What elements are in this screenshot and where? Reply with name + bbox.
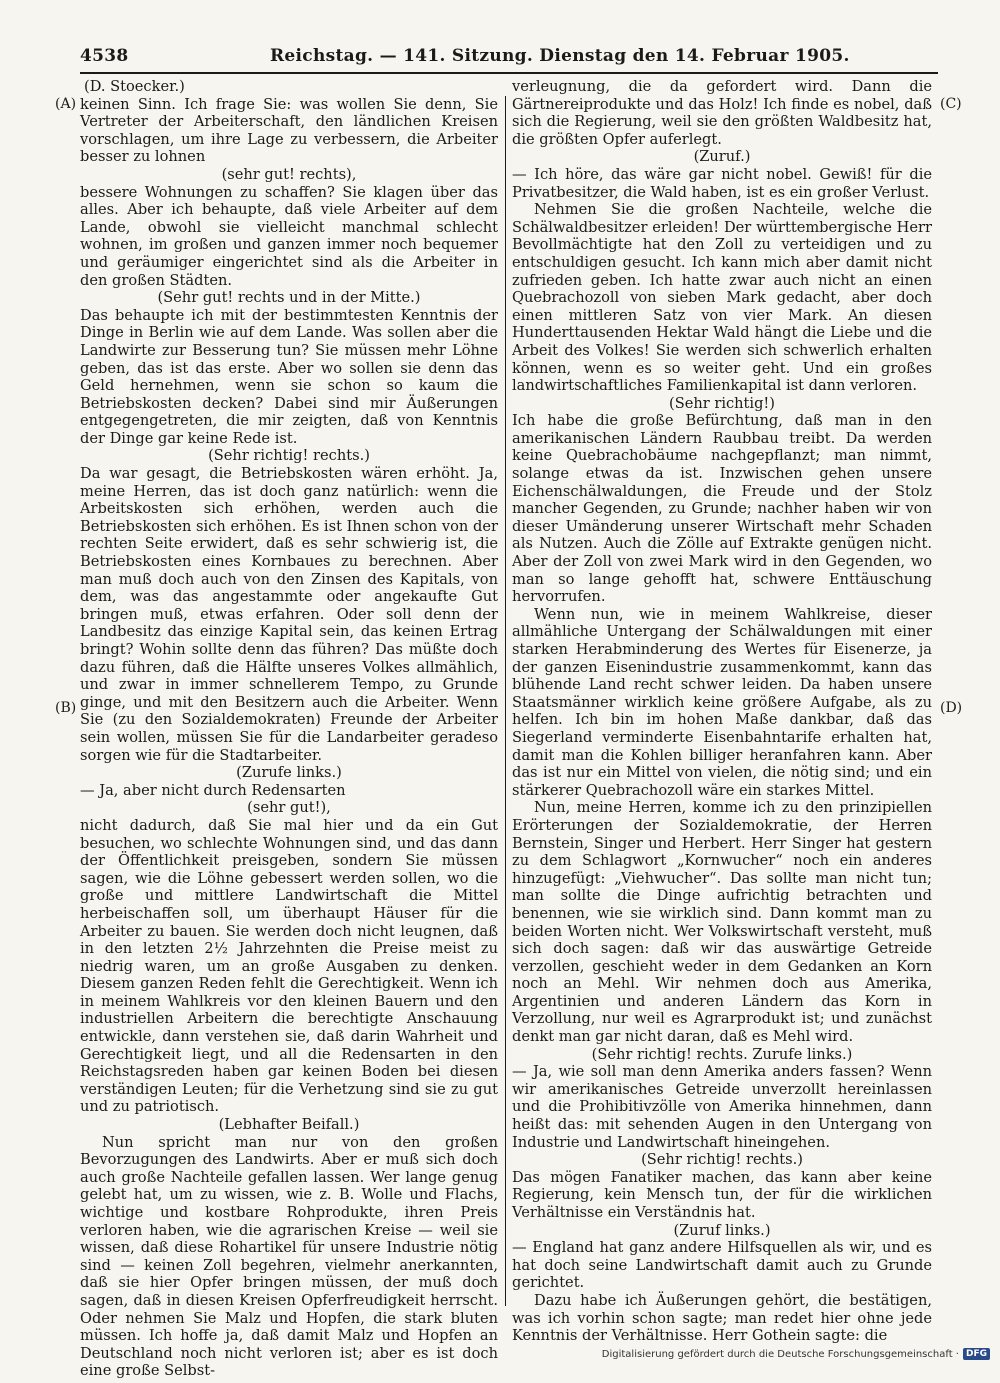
paragraph: verleugnung, die da gefordert wird. Dann die Gärtnereiprodukte und das Holz! Ich finde es nobel, daß sich die Regierung, weil sie den größten Waldbesitz hat, die größten Opfer auferlegt.: [512, 78, 932, 148]
page-header: [80, 46, 938, 70]
margin-marker-d: (D): [940, 700, 963, 716]
paragraph: Nun, meine Herren, komme ich zu den prinzipiellen Erörterungen der Sozialdemokratie, der Herren Bernstein, Singer und Herbert. Herr Singer hat gestern zu dem Schlagwort „Kornwucher“ noch ein anderes hinzugefügt: „Viehwucher“. Das sollte man nicht tun; man sollte die Dinge aufrichtig betrachten und benennen, wie sie wirklich sind. Dann kommt man zu beiden Worten nicht. Wer Volkswirtschaft versteht, muß sich doch sagen: daß wir das auswärtige Getreide verzollen, geschieht weder in dem Gedanken an Korn noch an Mehl. Wir nehmen doch aus Amerika, Argentinien und anderen Ländern das Korn in Verzollung, nur weil es Agrarprodukt ist; und zunächst denkt man gar nicht daran, daß es Mehl wird.: [512, 799, 932, 1046]
running-head: Reichstag. — 141. Sitzung. Dienstag den 14. Februar 1905.: [270, 46, 850, 66]
column-divider: [505, 96, 506, 1306]
interjection: (Sehr richtig!): [669, 394, 775, 412]
interjection: (Sehr richtig! rechts.): [208, 447, 370, 465]
paragraph: — Ich höre, das wäre gar nicht nobel. Gewiß! für die Privatbesitzer, die Wald haben, ist es ein großer Verlust.: [512, 165, 932, 201]
interjection: (Sehr richtig! rechts.): [641, 1151, 803, 1169]
interjection: (Zuruf.): [693, 148, 751, 166]
paragraph: Nehmen Sie die großen Nachteile, welche die Schälwaldbesitzer erleiden! Der württembergische Herr Bevollmächtigte hat den Zoll zu verteidigen und zu entschuldigen gesucht. Ich kann mich aber damit nicht zufrieden geben. Ich hatte zwar auch nicht an einen Quebrachozoll von sieben Mark gedacht, aber doch einen mittleren Satz von vier Mark. An diesen Hunderttausenden Hektar Wald hängt die Liebe und die Arbeit des Volkes! Sie werden sich schwerlich erhalten können, wenn es so weiter geht. Und ein großes landwirtschaftliches Familienkapital ist dann verloren.: [512, 201, 932, 395]
paragraph: Das behaupte ich mit der bestimmtesten Kenntnis der Dinge in Berlin wie auf dem Lande. Was sollen aber die Landwirte zur Besserung tun? Sie müssen mehr Löhne geben, das ist das erste. Aber wo sollen sie denn das Geld hernehmen, wenn sie schon so kaum die Betriebskosten decken? Dabei sind mir Äußerungen entgegengetreten, die mir zeigten, daß von Kenntnis der Dinge gar keine Rede ist.: [80, 306, 498, 447]
paragraph: Das mögen Fanatiker machen, das kann aber keine Regierung, kein Mensch tun, der für die wirklichen Verhältnisse ein Verständnis hat.: [512, 1168, 932, 1221]
header-rule: [80, 72, 938, 74]
interjection: (Sehr richtig! rechts. Zurufe links.): [591, 1045, 853, 1063]
paragraph: Wenn nun, wie in meinem Wahlkreise, dieser allmähliche Untergang der Schälwaldungen mit einer starken Herabminderung des Wertes für Eisenerze, ja der ganzen Eisenindustrie zusammenkommt, kann das blühende Land recht schwer leiden. Da haben unsere Staatsmänner wirklich keine größere Aufgabe, als zu helfen. Ich bin im hohen Maße dankbar, daß das Siegerland verminderte Eisenbahntarife erhalten hat, damit man die Kohlen billiger heranfahren kann. Aber das ist nur ein Mittel von vielen, die nötig sind; und ein stärkerer Quebrachozoll wäre ein starkes Mittel.: [512, 605, 932, 799]
paragraph: — Ja, wie soll man denn Amerika anders fassen? Wenn wir amerikanisches Getreide unverzollt hereinlassen und die Prohibitivzölle von Amerika hinnehmen, dann heißt das: mit sehenden Augen in den Untergang von Industrie und Landwirtschaft hineingehen.: [512, 1063, 932, 1151]
paragraph: keinen Sinn. Ich frage Sie: was wollen Sie denn, Sie Vertreter der Arbeiterschaft, den ländlichen Kreisen vorschlagen, um ihre Lage zu verbessern, die Arbeiter besser zu lohnen: [80, 95, 498, 166]
right-column: [512, 78, 932, 1345]
paragraph: Dazu habe ich Äußerungen gehört, die bestätigen, was ich vorhin schon sagte; man redet hier ohne jede Kenntnis der Verhältnisse. Herr Gothein sagte: die: [512, 1291, 932, 1345]
paragraph: — Ja, aber nicht durch Redensarten: [80, 781, 346, 799]
interjection: (Zurufe links.): [236, 764, 342, 782]
paragraph: nicht dadurch, daß Sie mal hier und da ein Gut besuchen, wo schlechte Wohnungen sind, und das dann der Öffentlichkeit preisgeben, sondern Sie müssen sagen, wie die Löhne gebessert werden sollen, wo die große und mittlere Landwirtschaft die Mittel herbeischaffen soll, um überhaupt Häuser für die Arbeiter zu bauen. Sie werden doch nicht leugnen, daß in den letzten 2½ Jahrzehnten die Preise meist zu niedrig waren, um an große Ausgaben zu denken. Diesem ganzen Reden fehlt die Gerechtigkeit. Wenn ich in meinem Wahlkreis vor den kleinen Bauern und den industriellen Arbeitern die berechtigte Anschauung entwickle, dann verstehen sie, daß darin Wahrheit und Gerechtigkeit liegt, und all die Redensarten in den Reichstagsreden haben gar keinen Boden bei diesen verständigen Leuten; für die Verhetzung sind sie zu gut und zu patriotisch.: [80, 816, 498, 1116]
margin-marker-c: (C): [940, 96, 962, 112]
interjection: (Sehr gut! rechts und in der Mitte.): [157, 289, 421, 307]
speaker-label: (D. Stoecker.): [84, 78, 185, 95]
digitization-footer: [602, 1348, 990, 1360]
paragraph: bessere Wohnungen zu schaffen? Sie klagen über das alles. Aber ich behaupte, daß viele Arbeiter auf dem Lande, obwohl sie vielleicht manchmal schlecht wohnen, im großen und ganzen immer noch bequemer und geräumiger eingerichtet sind als die Arbeiter in den großen Städten.: [80, 183, 498, 289]
interjection: (sehr gut! rechts),: [221, 165, 357, 183]
paragraph: Da war gesagt, die Betriebskosten wären erhöht. Ja, meine Herren, das ist doch ganz natürlich: wenn die Arbeitskosten sich erhöhen, werden auch die Betriebskosten sich erhöhen. Es ist Ihnen schon von der rechten Seite erwidert, daß es sehr schwierig ist, die Betriebskosten eines Kornbaues zu berechnen. Aber man muß doch auch von den Zinsen des Kapitals, von dem, was das angestammte oder angekaufte Gut bringen muß, etwas erfahren. Oder soll denn der Landbesitz das einzige Kapital sein, das keinen Ertrag bringt? Wohin sollte denn das führen? Das müßte doch dazu führen, daß die Hälfte unseres Volkes allmählich, und zwar in immer schnellerem Tempo, zu Grunde ginge, und mit den Besitzern auch die Arbeiter. Wenn Sie (zu den Sozialdemokraten) Freunde der Arbeiter sein wollen, müssen Sie für die Landarbeiter geradeso sorgen wie für die Stadtarbeiter.: [80, 465, 498, 764]
footer-text: Digitalisierung gefördert durch die Deutsche Forschungsgemeinschaft ·: [601, 1348, 959, 1360]
dfg-logo: DFG: [963, 1348, 990, 1360]
interjection: (Lebhafter Beifall.): [218, 1116, 360, 1134]
paragraph: Ich habe die große Befürchtung, daß man in den amerikanischen Ländern Raubbau treibt. Da werden keine Quebrachobäume nachgepflanzt; man nimmt, solange etwas da ist. Inzwischen gehen unsere Eichenschälwaldungen, die Freude und der Stolz mancher Gegenden, zu Grunde; nachher haben wir von dieser Umänderung unserer Wirtschaft mehr Schaden als Nutzen. Auch die Zölle auf Extrakte genügen nicht. Aber der Zoll von zwei Mark wird in den Gegenden, wo man so lange gehofft hat, schwere Enttäuschung hervorrufen.: [512, 412, 932, 606]
interjection: (sehr gut!),: [247, 799, 331, 817]
interjection: (Zuruf links.): [673, 1221, 771, 1239]
left-column: [80, 78, 498, 1380]
paragraph: — England hat ganz andere Hilfsquellen als wir, und es hat doch seine Landwirtschaft damit auch zu Grunde gerichtet.: [512, 1239, 932, 1292]
page-number: 4538: [80, 46, 129, 66]
paragraph: Nun spricht man nur von den großen Bevorzugungen des Landwirts. Aber er muß sich doch auch große Nachteile gefallen lassen. Wer lange genug gelebt hat, um zu wissen, wie z. B. Wolle und Flachs, wichtige und kostbare Rohprodukte, ihren Preis verloren haben, wie die agrarischen Kreise — weil sie wissen, daß diese Rohartikel für unsere Industrie nötig sind — keinen Zoll begehren, vielmehr anerkannten, daß sie hier Opfer bringen müssen, der muß doch sagen, daß in diesen Kreisen Opferfreudigkeit herrscht. Oder nehmen Sie Malz und Hopfen, die stark bluten müssen. Ich hoffe ja, daß damit Malz und Hopfen an Deutschland noch nicht verloren ist; aber es ist doch eine große Selbst-: [80, 1133, 498, 1380]
margin-marker-a: (A): [55, 96, 77, 112]
margin-marker-b: (B): [55, 700, 77, 716]
